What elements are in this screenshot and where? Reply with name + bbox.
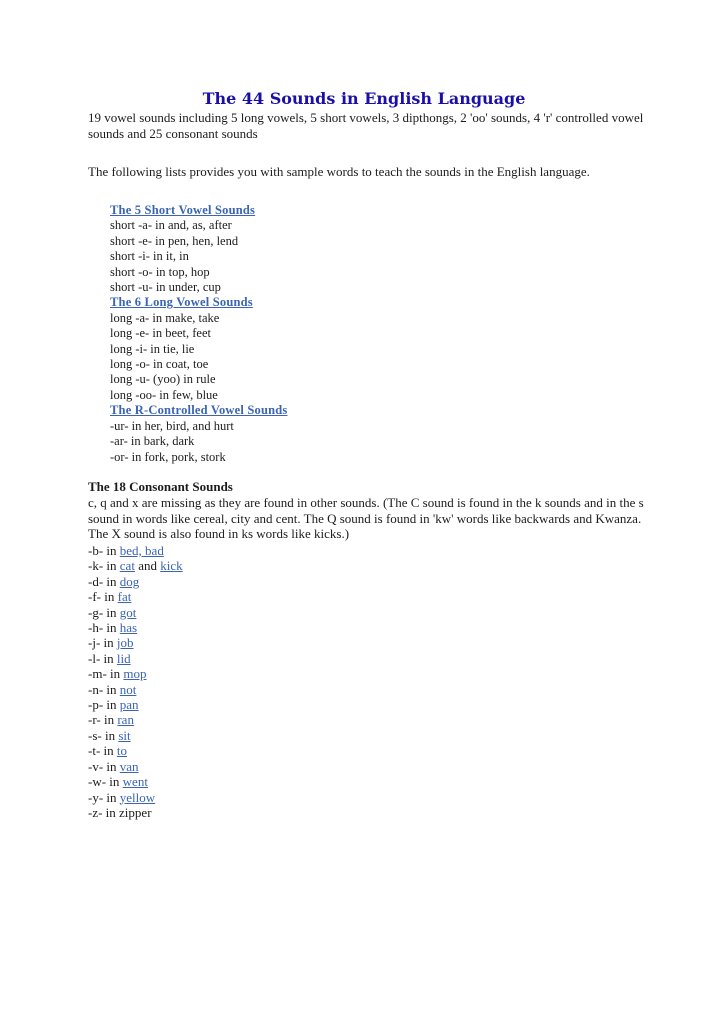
consonants-heading: The 18 Consonant Sounds <box>88 479 233 494</box>
sample-word-link[interactable]: bed, bad <box>119 543 164 558</box>
consonant-item: -d- in dog <box>88 573 140 589</box>
sample-word-link[interactable]: van <box>119 758 139 774</box>
consonant-sound-list <box>88 543 183 820</box>
consonant-item: -l- in lid <box>88 650 131 666</box>
sample-word-link[interactable]: ran <box>117 712 134 728</box>
sample-word-link[interactable]: sit <box>118 727 131 743</box>
vowel-sound-list <box>110 203 288 465</box>
long-vowel-item: long -i- in tie, lie <box>110 341 195 356</box>
consonant-item: -f- in fat <box>88 589 132 605</box>
consonant-item: -v- in van <box>88 758 139 774</box>
sample-word-link[interactable]: got <box>119 604 137 620</box>
consonant-item: -k- in cat and kick <box>88 558 183 574</box>
consonant-item: -r- in ran <box>88 712 134 728</box>
r-controlled-item: -ur- in her, bird, and hurt <box>110 418 234 433</box>
sample-word-link[interactable]: pan <box>119 697 139 713</box>
sample-word-link[interactable]: kick <box>160 558 183 574</box>
long-vowels-heading-link[interactable]: The 6 Long Vowel Sounds <box>110 295 253 310</box>
long-vowel-item: long -u- (yoo) in rule <box>110 372 216 387</box>
short-vowel-item: short -u- in under, cup <box>110 280 221 295</box>
sample-word-link[interactable]: yellow <box>119 789 156 805</box>
consonant-item: -m- in mop <box>88 666 147 682</box>
consonant-item: -p- in pan <box>88 697 139 713</box>
r-controlled-item: -or- in fork, pork, stork <box>110 449 226 464</box>
consonant-item: -h- in has <box>88 620 138 636</box>
long-vowel-item: long -a- in make, take <box>110 310 220 325</box>
lead-paragraph: The following lists provides you with sample words to teach the sounds in the English language. <box>88 164 590 179</box>
sample-word-link[interactable]: went <box>122 774 148 790</box>
consonant-item: -y- in yellow <box>88 789 156 805</box>
sample-word-link[interactable]: mop <box>123 666 147 682</box>
r-controlled-item: -ar- in bark, dark <box>110 434 195 449</box>
r-controlled-heading-link[interactable]: The R-Controlled Vowel Sounds <box>110 403 288 418</box>
consonants-description: c, q and x are missing as they are found in other sounds. (The C sound is found in the k sounds and in the s sound in words like cereal, city and cent. The Q sound is found in 'kw' words like backwards and Kwanza. The X sound is also found in ks words like kicks.) <box>88 495 644 541</box>
short-vowel-item: short -i- in it, in <box>110 249 189 264</box>
consonant-item: -j- in job <box>88 635 134 651</box>
consonant-item: -b- in bed, bad <box>88 543 164 558</box>
sample-word-link[interactable]: has <box>119 620 138 636</box>
short-vowel-item: short -e- in pen, hen, lend <box>110 233 239 248</box>
short-vowels-heading-link[interactable]: The 5 Short Vowel Sounds <box>110 203 256 217</box>
long-vowel-item: long -oo- in few, blue <box>110 387 218 402</box>
intro-paragraph: 19 vowel sounds including 5 long vowels, 5 short vowels, 3 dipthongs, 2 'oo' sounds, 4 'r' controlled vowel sounds and 25 consonant sounds <box>88 110 644 141</box>
consonant-item: -s- in sit <box>88 727 131 743</box>
sample-word-link[interactable]: fat <box>117 589 132 605</box>
consonant-item: -g- in got <box>88 604 137 620</box>
sample-word-link[interactable]: not <box>119 681 137 697</box>
short-vowel-item: short -a- in and, as, after <box>110 218 232 233</box>
consonant-item: -n- in not <box>88 681 137 697</box>
long-vowel-item: long -o- in coat, toe <box>110 357 209 372</box>
consonant-item: -t- in to <box>88 743 128 759</box>
sample-word-link[interactable]: cat <box>119 558 135 574</box>
sample-word-link[interactable]: dog <box>119 573 140 589</box>
consonant-item: -z- in zipper <box>88 804 152 820</box>
consonant-item: -w- in went <box>88 774 148 790</box>
page-title: The 44 Sounds in English Language <box>202 89 526 108</box>
sample-word-link[interactable]: job <box>116 635 134 651</box>
long-vowel-item: long -e- in beet, feet <box>110 326 211 341</box>
short-vowel-item: short -o- in top, hop <box>110 264 210 279</box>
sample-word-link[interactable]: lid <box>116 650 131 666</box>
sample-word-link[interactable]: to <box>116 743 128 759</box>
